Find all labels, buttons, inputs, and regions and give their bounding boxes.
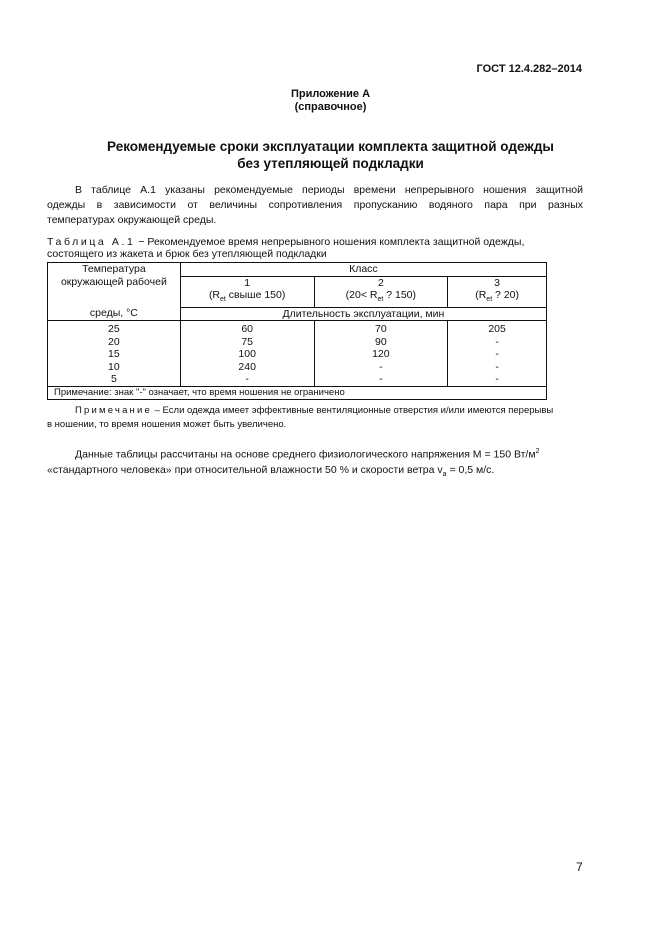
calc-paragraph (47, 444, 583, 482)
appendix-title: Приложение А (290, 88, 371, 100)
intro-line: температурах окружающей среды. (47, 214, 217, 226)
table-caption-line2: состоящего из жакета и брюк без утепляющей подкладки (47, 248, 327, 260)
table-caption-text: − Рекомендуемое время непрерывного ношения комплекта защитной одежды, (135, 236, 525, 248)
intro-line: одежды в зависимости от величины сопротивления пропусканию водяного пара при разных (47, 199, 583, 211)
class-range: ($20< R_{et}$ ? 150) (345, 289, 417, 304)
service-life-table (47, 262, 547, 400)
class-num: 1 (244, 276, 251, 289)
cell-class2: 70 90 120 - - (314, 321, 448, 387)
class-1-header (180, 276, 314, 307)
temp-header-2: окружающей рабочей (48, 276, 181, 307)
table-row (48, 321, 547, 387)
intro-paragraph (47, 183, 583, 228)
note-paragraph (47, 404, 587, 432)
temp-header-1: Температура (48, 263, 181, 277)
cell-temp: 25 20 15 10 5 (48, 321, 181, 387)
cell-class3: 205 - - - - (448, 321, 547, 387)
duration-header: Длительность эксплуатации, мин (180, 307, 546, 321)
standard-code: ГОСТ 12.4.282–2014 (476, 63, 582, 75)
section-heading-line2: без утепляющей подкладки (237, 156, 424, 171)
temp-header-3: среды, °С (48, 307, 181, 321)
calc-line2: «стандартного человека» при относительной влажности 50 % и скорости ветра $v_a = 0,5$ м/с. (47, 463, 495, 478)
table-caption (47, 236, 524, 260)
table-caption-label: Таблица А.1 (47, 236, 136, 248)
class-num: 3 (494, 276, 501, 289)
page-number: 7 (576, 860, 583, 874)
class-range: ($R_{et}$ свыше 150) (208, 289, 286, 304)
class-num: 2 (377, 276, 384, 289)
class-header: Класс (180, 263, 546, 277)
appendix-subtitle: (справочное) (294, 101, 367, 113)
intro-line: В таблице А.1 указаны рекомендуемые периоды времени непрерывного ношения защитной (75, 184, 583, 196)
section-heading-line1: Рекомендуемые сроки эксплуатации комплекта защитной одежды (107, 139, 554, 154)
class-2-header (314, 276, 448, 307)
class-range: ($R_{et}$ ? 20) (475, 289, 519, 304)
class-3-header (448, 276, 547, 307)
table-footnote: Примечание: знак "-" означает, что время ношения не ограничено (48, 386, 547, 400)
note-text-line2: в ношении, то время ношения может быть увеличено. (47, 419, 287, 430)
cell-class1: 60 75 100 240 - (180, 321, 314, 387)
calc-line1: Данные таблицы рассчитаны на основе среднего физиологического напряжения М = 150 $Вт/м^2$ (75, 448, 540, 461)
note-label: Примечание (75, 405, 152, 416)
note-text: – Если одежда имеет эффективные вентиляционные отверстия и/или имеются перерывы (152, 405, 554, 416)
